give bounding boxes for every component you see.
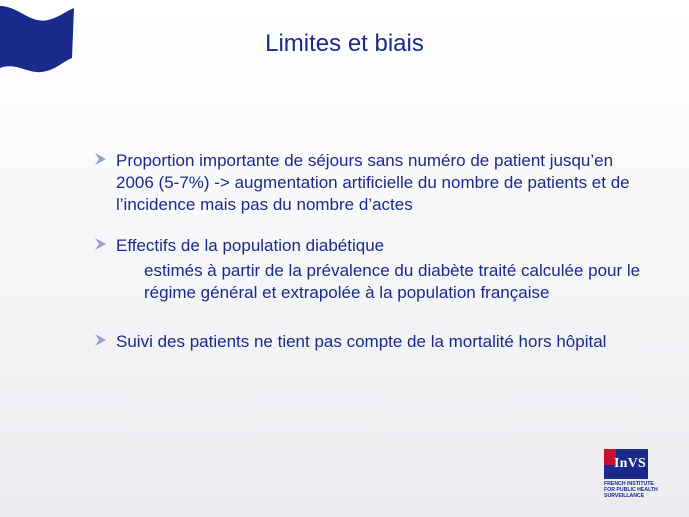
- bullet-item: [92, 150, 652, 216]
- bullet-item: [92, 331, 652, 353]
- arrowhead-bullet-icon: [94, 332, 108, 348]
- slide-title: Limites et biais: [265, 30, 424, 57]
- bullet-text: Effectifs de la population diabétique: [116, 236, 385, 255]
- arrowhead-bullet-icon: [94, 151, 108, 167]
- arrowhead-bullet-icon: [94, 236, 108, 252]
- bullet-text: Proportion importante de séjours sans numéro de patient jusqu’en 2006 (5-7%) -> augmentation artificielle du nombre de patients et de l’incidence mais pas du nombre d’actes: [116, 151, 630, 214]
- slide-content: [92, 150, 652, 353]
- invs-logo: [600, 447, 674, 507]
- logo-mark: [604, 449, 648, 479]
- bullet-text: Suivi des patients ne tient pas compte de la mortalité hors hôpital: [116, 332, 607, 351]
- logo-caption: FRENCH INSTITUTE FOR PUBLIC HEALTH SURVEILLANCE: [604, 481, 658, 499]
- bullet-subtext: estimés à partir de la prévalence du diabète traité calculée pour le régime général et extrapolée à la population française: [144, 261, 641, 302]
- logo-text: InVS: [614, 456, 646, 471]
- bullet-item: [92, 235, 652, 257]
